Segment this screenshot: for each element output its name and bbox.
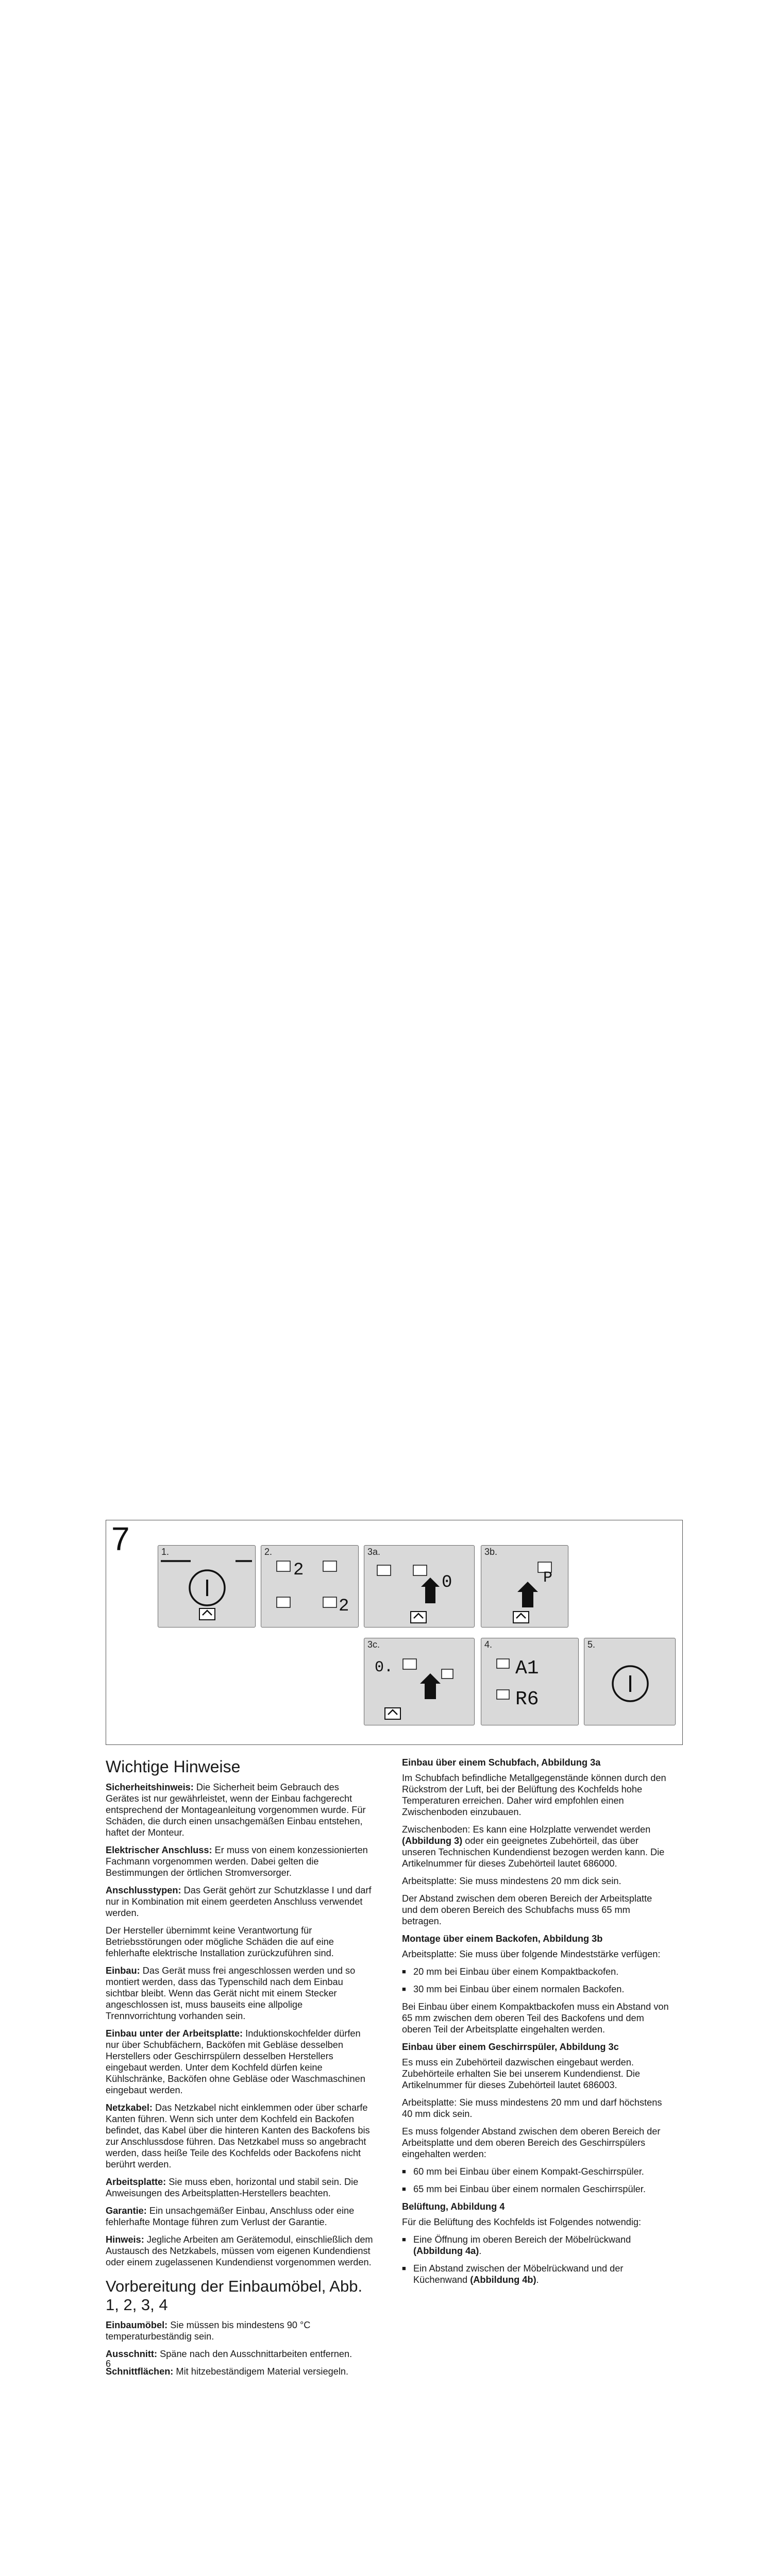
panel-label: 3a.: [367, 1547, 381, 1557]
paragraph-schnittflaechen: Schnittflächen: Mit hitzebeständigem Material versiegeln.: [106, 2366, 349, 2377]
display-icon: [481, 1638, 579, 1725]
display-digit: 2: [293, 1561, 304, 1580]
paragraph-sicherheit: Sicherheitshinweis: Die Sicherheit beim Gebrauch des Gerätes ist nur gewährleistet, wenn der Einbau fachgerecht entsprechend der Montageanleitung vorgenommen wurde. Für Schäden, die durch einen unsachgemäßen Einbau entstehen, haftet der Monteur.: [106, 1782, 366, 1838]
list-item: ■ 65 mm bei Einbau über einem normalen Geschirrspüler.: [402, 2183, 670, 2195]
paragraph-belueftung: Für die Belüftung des Kochfelds ist Folgendes notwendig:: [402, 2217, 642, 2227]
power-icon: [584, 1638, 676, 1725]
paragraph-schubfach: Im Schubfach befindliche Metallgegenstände können durch den Rückstrom der Luft, bei der Belüftung des Kochfelds hohe Temperaturen erreichen. Daher wird empfohlen einen Zwischenboden einzubauen.: [402, 1773, 666, 1817]
display-code: A1: [515, 1657, 539, 1680]
paragraph-einbau: Einbau: Das Gerät muss frei angeschlossen werden und so montiert werden, dass das Typenschild nach dem Einbau sichtbar bleibt. Wenn das Gerät nicht mit einem Stecker angeschlossen ist, muss bauseits eine allpolige Trennvorrichtung vorhanden sein.: [106, 1965, 356, 2021]
heading-belueftung: Belüftung, Abbildung 4: [402, 2201, 505, 2212]
figure-panel-3b: [481, 1545, 568, 1628]
paragraph-platte-20: Arbeitsplatte: Sie muss mindestens 20 mm dick sein.: [402, 1876, 621, 1886]
figure-panel-3c: [364, 1638, 475, 1725]
list-item: ■ 60 mm bei Einbau über einem Kompakt-Geschirrspüler.: [402, 2166, 670, 2177]
figure-box: [106, 1520, 683, 1745]
paragraph-platte-40: Arbeitsplatte: Sie muss mindestens 20 mm und darf höchstens 40 mm dick sein.: [402, 2097, 662, 2119]
panel-label: 5.: [587, 1639, 596, 1650]
figure-number: 7: [111, 1520, 130, 1557]
panel-label: 2.: [264, 1547, 273, 1557]
figure-panel-1: [158, 1545, 256, 1628]
left-column: [106, 1757, 374, 2383]
paragraph-abstand: Der Abstand zwischen dem oberen Bereich der Arbeitsplatte und dem oberen Bereich des Schubfachs muss 65 mm betragen.: [402, 1893, 652, 1926]
heading-schubfach: Einbau über einem Schubfach, Abbildung 3a: [402, 1757, 601, 1768]
display-icon: [261, 1546, 359, 1628]
heading-vorbereitung: Vorbereitung der Einbaumöbel, Abb. 1, 2, 3, 4: [106, 2277, 363, 2314]
list-item: ■ Ein Abstand zwischen der Möbelrückwand und der Küchenwand (Abbildung 4b).: [402, 2263, 670, 2285]
paragraph-zwischenboden: Zwischenboden: Es kann eine Holzplatte verwendet werden (Abbildung 3) oder ein geeignetes Zubehörteil, das über unseren Technischen Kundendienst bezogen werden kann. Die Artikelnummer für dieses Zubehörteil lautet 686000.: [402, 1824, 665, 1869]
paragraph-geschirrspueler: Es muss ein Zubehörteil dazwischen eingebaut werden. Zubehörteile erhalten Sie bei unserem Kundendienst. Die Artikelnummer für dieses Zubehörteil lautet 686003.: [402, 2057, 641, 2090]
paragraph-backofen: Arbeitsplatte: Sie muss über folgende Mindeststärke verfügen:: [402, 1949, 661, 1959]
panel-label: 3c.: [367, 1639, 380, 1650]
list-item: ■ 30 mm bei Einbau über einem normalen Backofen.: [402, 1984, 670, 1995]
paragraph-einbau-unter: Einbau unter der Arbeitsplatte: Induktionskochfelder dürfen nur über Schubfächern, Backöfen mit Gebläse desselben Herstellers oder Geschirrspülern desselben Herstellers eingebaut werden. Unter dem Kochfeld dürfen keine Kühlschränke, Backöfen ohne Gebläse oder Waschmaschinen eingebaut werden.: [106, 2028, 365, 2095]
paragraph-abstand-spueler: Es muss folgender Abstand zwischen dem oberen Bereich der Arbeitsplatte und dem oberen Bereich des Geschirrspülers eingehalten werden:: [402, 2126, 661, 2159]
panel-label: 1.: [161, 1547, 170, 1557]
list-item: ■ Eine Öffnung im oberen Bereich der Möbelrückwand (Abbildung 4a).: [402, 2234, 670, 2257]
paragraph-anschlusstypen: Anschlusstypen: Das Gerät gehört zur Schutzklasse I und darf nur in Kombination mit einem geerdeten Anschluss verwendet werden.: [106, 1885, 372, 1918]
paragraph-arbeitsplatte: Arbeitsplatte: Sie muss eben, horizontal und stabil sein. Die Anweisungen des Arbeitsplatten-Herstellers beachten.: [106, 2177, 359, 2198]
display-digit: P: [543, 1569, 553, 1587]
paragraph-ausschnitt: Ausschnitt: Späne nach den Ausschnittarbeiten entfernen.: [106, 2349, 352, 2359]
paragraph-garantie: Garantie: Ein unsachgemäßer Einbau, Anschluss oder eine fehlerhafte Montage führen zum Verlust der Garantie.: [106, 2206, 355, 2227]
list-item: ■ 20 mm bei Einbau über einem Kompaktbackofen.: [402, 1966, 670, 1977]
figure-panel-4: [481, 1638, 579, 1725]
right-column: [402, 1757, 670, 2292]
display-digit: 0.: [375, 1659, 394, 1676]
paragraph-kompaktbackofen: Bei Einbau über einem Kompaktbackofen muss ein Abstand von 65 mm zwischen dem oberen Teil des Backofens und dem oberen Teil der Arbeitsplatte eingehalten werden.: [402, 2002, 669, 2035]
display-digit: 0: [442, 1573, 452, 1592]
figure-panel-2: [261, 1545, 359, 1628]
display-code: R6: [515, 1688, 539, 1710]
display-digit: 2: [339, 1597, 349, 1616]
paragraph-hersteller: Der Hersteller übernimmt keine Verantwortung für Betriebsstörungen oder mögliche Schäden die auf eine fehlerhafte elektrische Installation zurückzuführen sind.: [106, 1925, 334, 1958]
figure-panel-5: [584, 1638, 676, 1725]
paragraph-anschluss: Elektrischer Anschluss: Er muss von einem konzessionierten Fachmann vorgenommen werden. Dabei gelten die Bestimmungen der örtlichen Stromversorger.: [106, 1845, 368, 1878]
power-icon: [158, 1546, 256, 1628]
paragraph-einbaumoebel: Einbaumöbel: Sie müssen bis mindestens 90 °C temperaturbeständig sein.: [106, 2320, 311, 2342]
panel-label: 4.: [484, 1639, 493, 1650]
heading-geschirrspueler: Einbau über einem Geschirrspüler, Abbildung 3c: [402, 2042, 619, 2052]
figure-panel-3a: [364, 1545, 475, 1628]
hand-pointer-icon: [364, 1638, 475, 1725]
hand-pointer-icon: [364, 1546, 475, 1628]
heading-wichtige-hinweise: Wichtige Hinweise: [106, 1757, 241, 1776]
hand-pointer-icon: [481, 1546, 568, 1628]
heading-backofen: Montage über einem Backofen, Abbildung 3b: [402, 1934, 603, 1944]
panel-label: 3b.: [484, 1547, 498, 1557]
paragraph-netzkabel: Netzkabel: Das Netzkabel nicht einklemmen oder über scharfe Kanten führen. Wenn sich unter dem Kochfeld ein Backofen befindet, das Kabel über die hinteren Kanten des Backofens bis zur Anschlussdose führen. Das Netzkabel muss so angebracht werden, dass heiße Teile des Kochfelds oder Backofens nicht berührt werden.: [106, 2103, 370, 2170]
paragraph-hinweis: Hinweis: Jegliche Arbeiten am Gerätemodul, einschließlich dem Austausch des Netzkabels, müssen vom eigenen Kundendienst oder einem zugelassenen Kundendienst vorgenommen werden.: [106, 2234, 373, 2267]
page-number: 6: [106, 2359, 111, 2369]
